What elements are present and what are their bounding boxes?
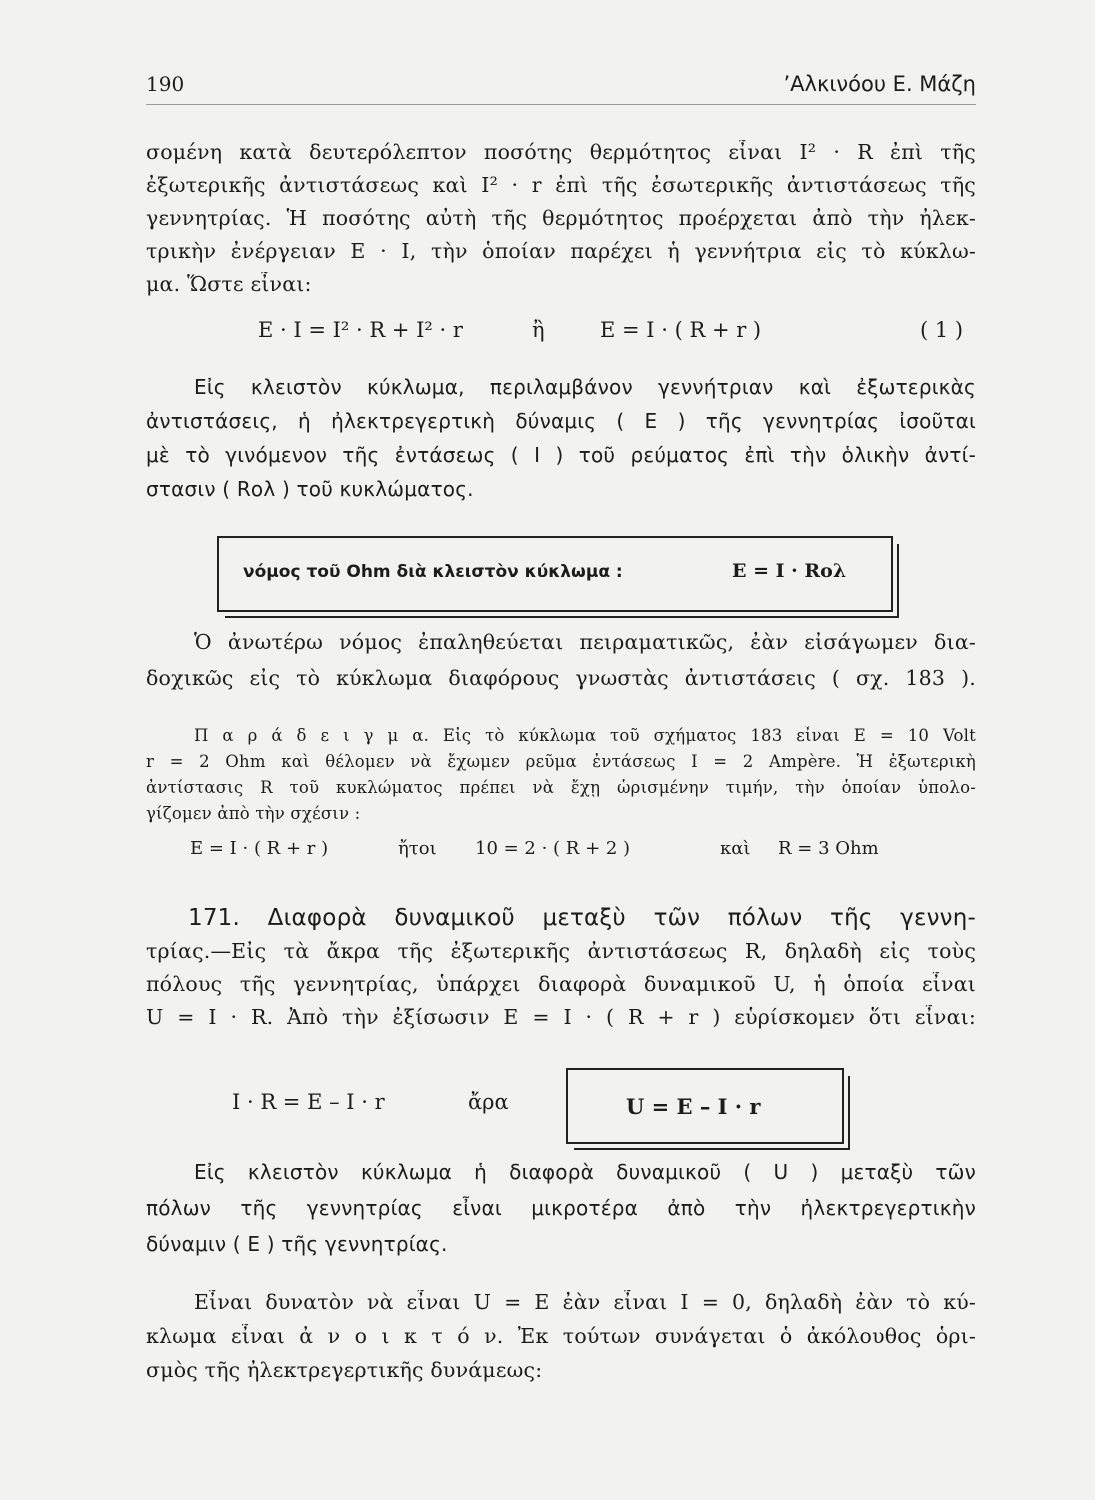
potential-difference-formula: U = E – I · r xyxy=(626,1094,761,1119)
text-line: σομένη κατὰ δευτερόλεπτον ποσότης θερμότητος εἶναι I² · R ἐπὶ τῆς xyxy=(146,140,976,164)
equation-1-or: ἢ xyxy=(532,318,545,342)
text-line: στασιν ( Rολ ) τοῦ κυκλώματος. xyxy=(146,477,474,501)
equation-1-left: E · I = I² · R + I² · r xyxy=(258,318,463,342)
equation-number: ( 1 ) xyxy=(920,318,964,342)
text-line: μὲ τὸ γινόμενον τῆς ἐντάσεως ( I ) τοῦ ρεύματος ἐπὶ τὴν ὁλικὴν ἀντί- xyxy=(146,443,976,467)
text-line: γεννητρίας. Ἡ ποσότης αὐτὴ τῆς θερμότητος προέρχεται ἀπὸ τὴν ἠλεκ- xyxy=(146,206,976,230)
text-line: Εἶναι δυνατὸν νὰ εἶναι U = E ἐὰν εἶναι I = 0, δηλαδὴ ἐὰν τὸ κύ- xyxy=(194,1290,976,1314)
text-line: τρικὴν ἐνέργειαν E · I, τὴν ὁποίαν παρέχει ἡ γεννήτρια εἰς τὸ κύκλω- xyxy=(146,239,976,263)
text-line: U = I · R. Ἀπὸ τὴν ἐξίσωσιν E = I · ( R + r ) εὑρίσκομεν ὅτι εἶναι: xyxy=(146,1005,976,1029)
equation-1-right: E = I · ( R + r ) xyxy=(600,318,762,342)
running-head: ’Αλκινόου Ε. Μάζη xyxy=(783,72,976,96)
example-line: r = 2 Ohm καὶ θέλομεν νὰ ἔχωμεν ρεῦμα ἐντάσεως I = 2 Ampère. Ἡ ἐξωτερικὴ xyxy=(146,752,976,771)
text-line: Εἰς κλειστὸν κύκλωμα ἡ διαφορὰ δυναμικοῦ ( U ) μεταξὺ τῶν xyxy=(194,1160,976,1184)
potential-difference-box xyxy=(566,1068,844,1144)
ohm-law-label: νόμος τοῦ Ohm διὰ κλειστὸν κύκλωμα : xyxy=(243,562,623,582)
text-line: ἐξωτερικῆς ἀντιστάσεως καὶ I² · r ἐπὶ τῆς ἐσωτερικῆς ἀντιστάσεως τῆς xyxy=(146,173,976,197)
example-line: γίζομεν ἀπὸ τὴν σχέσιν : xyxy=(146,804,361,823)
text-line: Εἰς κλειστὸν κύκλωμα, περιλαμβάνον γεννήτριαν καὶ ἐξωτερικὰς xyxy=(194,375,976,399)
text-line: σμὸς τῆς ἠλεκτρεγερτικῆς δυνάμεως: xyxy=(146,1358,543,1382)
equation-2-left: I · R = E – I · r xyxy=(232,1090,385,1114)
text-line: πόλους τῆς γεννητρίας, ὑπάρχει διαφορὰ δυναμικοῦ U, ἡ ὁποία εἶναι xyxy=(146,972,976,996)
text-line: δοχικῶς εἰς τὸ κύκλωμα διαφόρους γνωστὰς ἀντιστάσεις ( σχ. 183 ). xyxy=(146,666,976,690)
text-line: πόλων τῆς γεννητρίας εἶναι μικροτέρα ἀπὸ τὴν ἠλεκτρεγερτικὴν xyxy=(146,1196,976,1220)
section-heading: 171. Διαφορὰ δυναμικοῦ μεταξὺ τῶν πόλων τῆς γεννη- xyxy=(188,905,976,931)
text-line: κλωμα εἶναι ἀ ν ο ι κ τ ό ν. Ἐκ τούτων συνάγεται ὁ ἀκόλουθος ὁρι- xyxy=(146,1324,976,1348)
equation-2-ara: ἄρα xyxy=(468,1090,509,1114)
text-line: Ὁ ἀνωτέρω νόμος ἐπαληθεύεται πειραματικῶς, ἐὰν εἰσάγωμεν δια- xyxy=(194,630,976,654)
page-header xyxy=(146,72,976,105)
calc-part: E = I · ( R + r ) xyxy=(190,838,329,859)
text-line: μα. Ὥστε εἶναι: xyxy=(146,272,312,296)
page-number: 190 xyxy=(146,72,185,96)
ohm-law-formula: E = I · Rολ xyxy=(732,560,847,582)
example-line: Π α ρ ά δ ε ι γ μ α. Εἰς τὸ κύκλωμα τοῦ σχήματος 183 εἶναι E = 10 Volt xyxy=(194,726,976,745)
calc-part: R = 3 Ohm xyxy=(778,838,879,859)
calc-part: 10 = 2 · ( R + 2 ) xyxy=(475,838,631,859)
calc-part: ἤτοι xyxy=(398,838,437,859)
text-line: ἀντιστάσεις, ἡ ἠλεκτρεγερτικὴ δύναμις ( E ) τῆς γεννητρίας ἰσοῦται xyxy=(146,409,976,433)
ohm-law-box xyxy=(217,536,893,612)
text-line: τρίας.—Εἰς τὰ ἄκρα τῆς ἐξωτερικῆς ἀντιστάσεως R, δηλαδὴ εἰς τοὺς xyxy=(146,939,976,963)
calc-part: καὶ xyxy=(720,838,751,859)
example-line: ἀντίστασις R τοῦ κυκλώματος πρέπει νὰ ἔχῃ ὡρισμένην τιμήν, τὴν ὁποίαν ὑπολο- xyxy=(146,778,976,797)
text-line: δύναμιν ( E ) τῆς γεννητρίας. xyxy=(146,1232,448,1256)
